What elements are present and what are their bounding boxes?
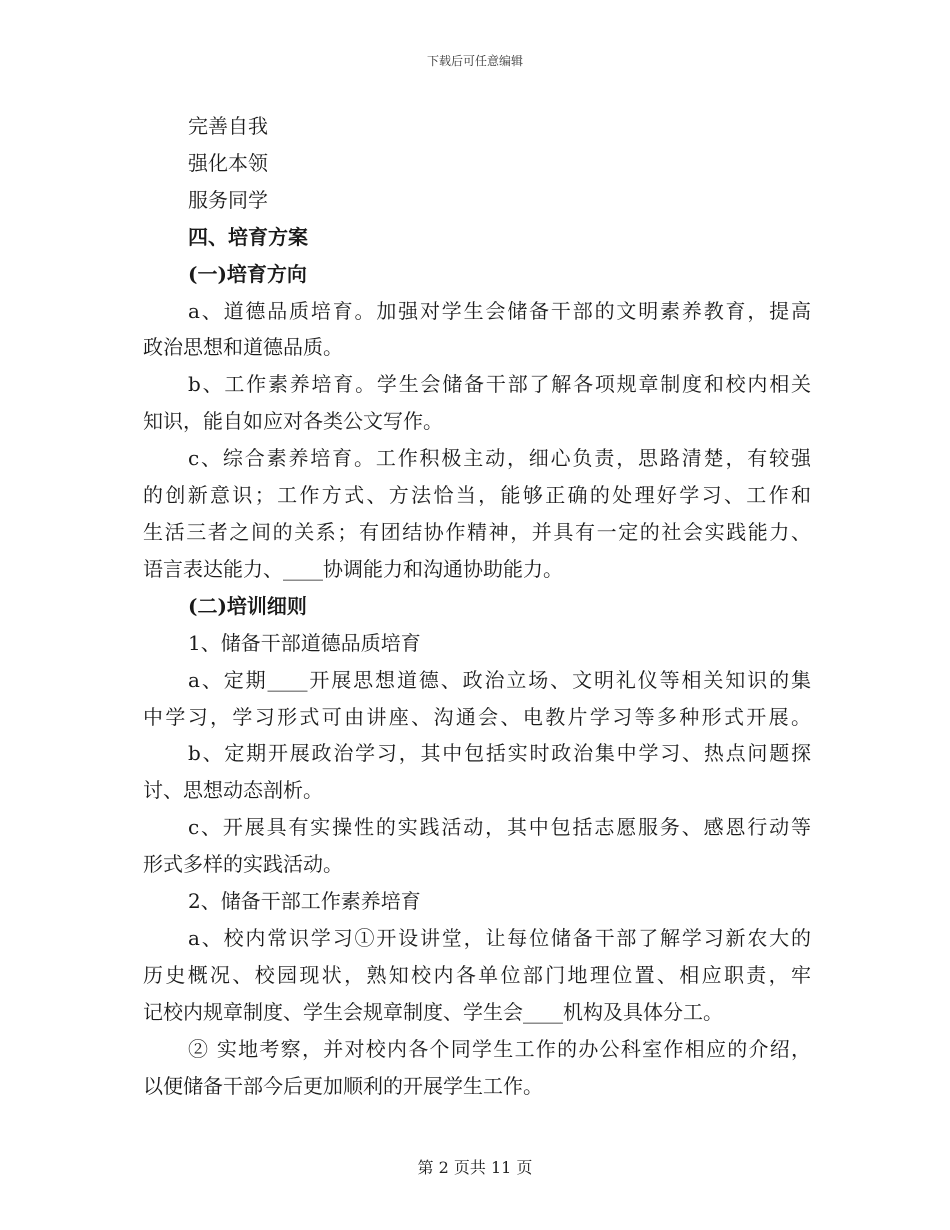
text-line: 1、储备干部道德品质培育 <box>188 630 421 655</box>
text-line: 完善自我 <box>188 114 268 138</box>
text-line: c、开展具有实操性的实践活动，其中包括志愿服务、感恩行动等 <box>188 815 811 840</box>
page-footer: 第 2 页共 11 页 <box>417 1158 533 1177</box>
text-line: b、定期开展政治学习，其中包括实时政治集中学习、热点问题探 <box>188 741 811 766</box>
section-heading: 四、培育方案 <box>188 224 308 249</box>
text-line: c、综合素养培育。工作积极主动，细心负责，思路清楚，有较强 <box>188 446 811 471</box>
text-line: 生活三者之间的关系；有团结协作精神，并具有一定的社会实践能力、 <box>143 519 811 544</box>
text-line: 以便储备干部今后更加顺利的开展学生工作。 <box>143 1073 543 1098</box>
text-line: 强化本领 <box>188 150 268 175</box>
text-line: a、定期____开展思想道德、政治立场、文明礼仪等相关知识的集 <box>188 667 811 692</box>
text-line: 知识，能自如应对各类公文写作。 <box>143 409 443 434</box>
page-header: 下载后可任意编辑 <box>426 54 523 68</box>
text-line: 语言表达能力、____协调能力和沟通协助能力。 <box>143 556 563 581</box>
text-line: 2、储备干部工作素养培育 <box>188 889 421 914</box>
text-line: 服务同学 <box>188 187 268 212</box>
text-line: 的创新意识；工作方式、方法恰当，能够正确的处理好学习、工作和 <box>143 483 811 508</box>
text-line: 讨、思想动态剖析。 <box>143 778 323 803</box>
text-line: a、校内常识学习①开设讲堂，让每位储备干部了解学习新农大的 <box>188 925 811 950</box>
subsection-heading: (二)培训细则 <box>188 593 307 618</box>
text-line: 历史概况、校园现状，熟知校内各单位部门地理位置、相应职责，牢 <box>143 962 811 987</box>
text-line: ② 实地考察，并对校内各个同学生工作的办公科室作相应的介绍， <box>188 1036 811 1061</box>
document-body <box>143 108 811 1104</box>
text-line: b、工作素养培育。学生会储备干部了解各项规章制度和校内相关 <box>188 372 811 397</box>
text-line: 记校内规章制度、学生会规章制度、学生会____机构及具体分工。 <box>143 999 723 1024</box>
subsection-heading: (一)培育方向 <box>188 261 307 286</box>
text-line: 形式多样的实践活动。 <box>143 852 343 877</box>
text-line: 政治思想和道德品质。 <box>143 335 343 360</box>
text-line: 中学习，学习形式可由讲座、沟通会、电教片学习等多种形式开展。 <box>143 704 811 729</box>
text-line: a、道德品质培育。加强对学生会储备干部的文明素养教育，提高 <box>188 298 811 323</box>
